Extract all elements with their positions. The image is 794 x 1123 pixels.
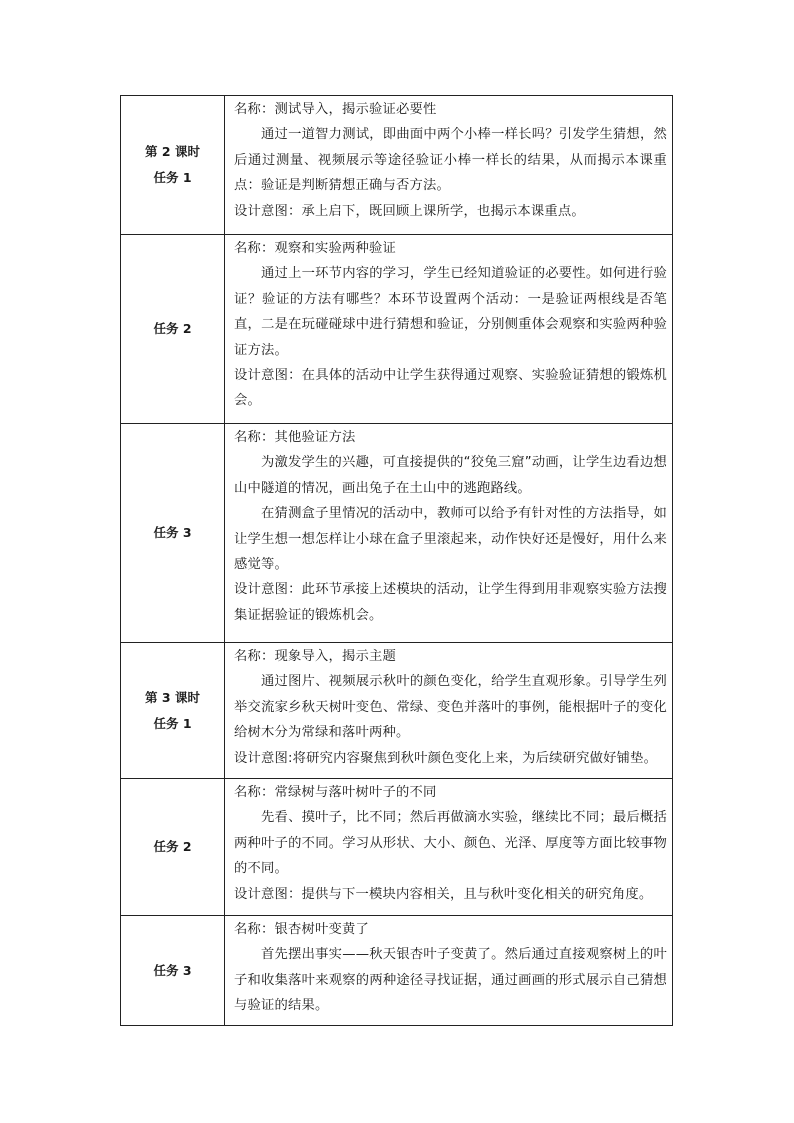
task-description: 在猜测盒子里情况的活动中，教师可以给予有针对性的方法指导，如让学生想一想怎样让小球在盒子里滚起来，动作快好还是慢好，用什么来感觉等。 bbox=[234, 506, 667, 573]
table-row bbox=[121, 916, 673, 1026]
lesson-period-label: 第 3 课时 bbox=[145, 689, 200, 705]
task-description: 首先摆出事实——秋天银杏叶子变黄了。然后通过直接观察树上的叶子和收集落叶来观察的两种途径寻找证据，通过画画的形式展示自己猜想与验证的结果。 bbox=[234, 947, 667, 1014]
task-name: 名称：其他验证方法 bbox=[234, 430, 356, 445]
task-name: 名称：观察和实验两种验证 bbox=[234, 241, 396, 256]
task-description: 通过图片、视频展示秋叶的颜色变化，给学生直观形象。引导学生列举交流家乡秋天树叶变色、常绿、变色并落叶的事例，能根据叶子的变化给树木分为常绿和落叶两种。 bbox=[234, 674, 667, 741]
table-row bbox=[121, 779, 673, 916]
task-label: 任务 2 bbox=[153, 321, 192, 336]
task-label: 任务 3 bbox=[153, 525, 192, 540]
design-intent: 设计意图：承上启下，既回顾上课所学，也揭示本课重点。 bbox=[234, 203, 585, 219]
table-row bbox=[121, 643, 673, 779]
task-content-cell bbox=[225, 424, 673, 643]
lesson-period-label: 第 2 课时 bbox=[145, 144, 200, 159]
task-label-cell bbox=[121, 424, 225, 643]
task-label: 任务 2 bbox=[153, 839, 192, 854]
task-content-cell bbox=[225, 779, 673, 916]
task-label-cell bbox=[121, 779, 225, 916]
design-intent: 设计意图：在具体的活动中让学生获得通过观察、实验验证猜想的锻炼机会。 bbox=[234, 368, 667, 409]
table-row bbox=[121, 235, 673, 424]
task-label-cell bbox=[121, 235, 225, 424]
design-intent: 设计意图：此环节承接上述模块的活动，让学生得到用非观察实验方法搜集证据验证的锻炼机会。 bbox=[234, 582, 667, 623]
task-description: 通过一道智力测试，即曲面中两个小棒一样长吗？引发学生猜想，然后通过测量、视频展示等途径验证小棒一样长的结果，从而揭示本课重点：验证是判断猜想正确与否方法。 bbox=[234, 127, 667, 194]
task-label: 任务 1 bbox=[153, 170, 192, 185]
task-label: 任务 1 bbox=[153, 715, 192, 731]
task-label-cell bbox=[121, 643, 225, 779]
task-label-cell bbox=[121, 96, 225, 235]
design-intent: 设计意图：提供与下一模块内容相关，且与秋叶变化相关的研究角度。 bbox=[234, 886, 653, 902]
task-description: 为激发学生的兴趣，可直接提供的“狡兔三窟”动画，让学生边看边想山中隧道的情况，画出兔子在土山中的逃跑路线。 bbox=[234, 455, 667, 496]
task-name: 名称：现象导入，揭示主题 bbox=[234, 649, 396, 664]
task-description: 先看、摸叶子，比不同；然后再做滴水实验，继续比不同；最后概括两种叶子的不同。学习从形状、大小、颜色、光泽、厚度等方面比较事物的不同。 bbox=[234, 810, 667, 877]
task-name: 名称：银杏树叶变黄了 bbox=[234, 922, 369, 937]
lesson-plan-table bbox=[120, 95, 673, 1026]
task-description: 通过上一环节内容的学习，学生已经知道验证的必要性。如何进行验证？验证的方法有哪些？本环节设置两个活动：一是验证两根线是否笔直，二是在玩碰碰球中进行猜想和验证，分别侧重体会观察和实验两种验证方法。 bbox=[234, 266, 667, 358]
task-name: 名称：常绿树与落叶树叶子的不同 bbox=[234, 785, 437, 800]
task-content-cell bbox=[225, 916, 673, 1026]
task-content-cell bbox=[225, 643, 673, 779]
task-label: 任务 3 bbox=[153, 962, 192, 978]
task-label-cell bbox=[121, 916, 225, 1026]
task-content-cell bbox=[225, 96, 673, 235]
task-content-cell bbox=[225, 235, 673, 424]
task-name: 名称：测试导入，揭示验证必要性 bbox=[234, 102, 437, 117]
design-intent: 设计意图:将研究内容聚焦到秋叶颜色变化上来，为后续研究做好铺垫。 bbox=[234, 750, 658, 766]
table-row bbox=[121, 96, 673, 235]
table-row bbox=[121, 424, 673, 643]
